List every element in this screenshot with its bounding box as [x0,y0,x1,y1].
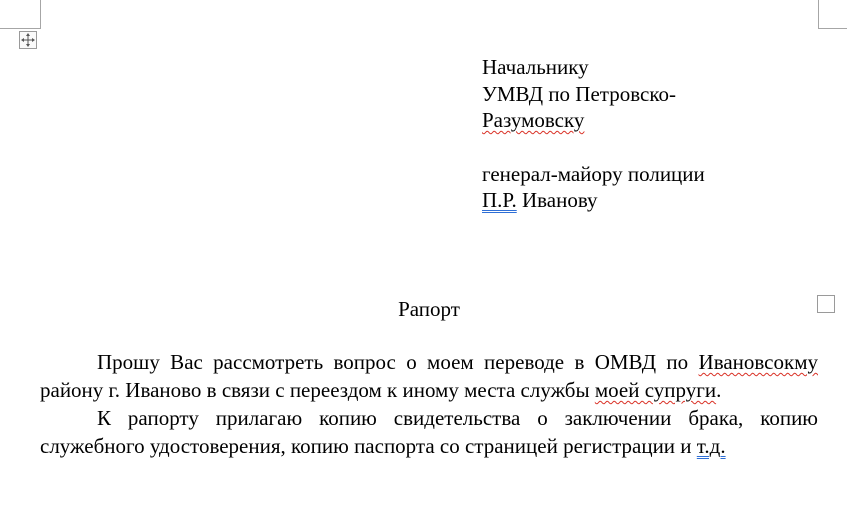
spelling-error-phrase[interactable]: моей супруги [594,378,717,402]
spelling-error-word[interactable]: Ивановсокму [698,350,818,374]
paragraph-1 [40,348,818,404]
page-corner-mark-top-left [0,0,41,29]
addressee-rank: генерал-майору полиции [482,161,705,186]
document-body [40,348,818,460]
paragraph-1-end: . [716,378,722,402]
addressee-line-1: Начальнику [482,55,589,79]
paragraph-1-middle: району г. Иваново в связи с переездом к иному места службы [40,378,595,402]
addressee-line-2: УМВД по Петровско- [482,81,676,106]
addressee-line-3 [482,107,812,134]
document-title: Рапорт [398,297,460,321]
page-corner-mark-top-right [818,0,847,29]
move-arrows-icon [20,32,36,48]
paragraph-1-start: Прошу Вас рассмотреть вопрос о моем переводе в ОМВД по [97,350,699,374]
blank-line [482,134,812,161]
addressee-block [482,54,812,214]
spelling-error-word[interactable]: Разумовску [482,108,585,132]
paragraph-2 [40,404,818,460]
grammar-flag-initials[interactable]: П.Р. [482,188,517,212]
addressee-surname: Иванову [516,188,598,212]
paragraph-2-text: К рапорту прилагаю копию свидетельства о заключении брака, копию служебного удостоверения, копию паспорта со страницей регистрации и [40,406,818,458]
table-move-handle[interactable] [19,31,37,49]
grammar-flag-abbreviation[interactable]: т.д. [696,434,726,458]
addressee-name [482,187,812,214]
